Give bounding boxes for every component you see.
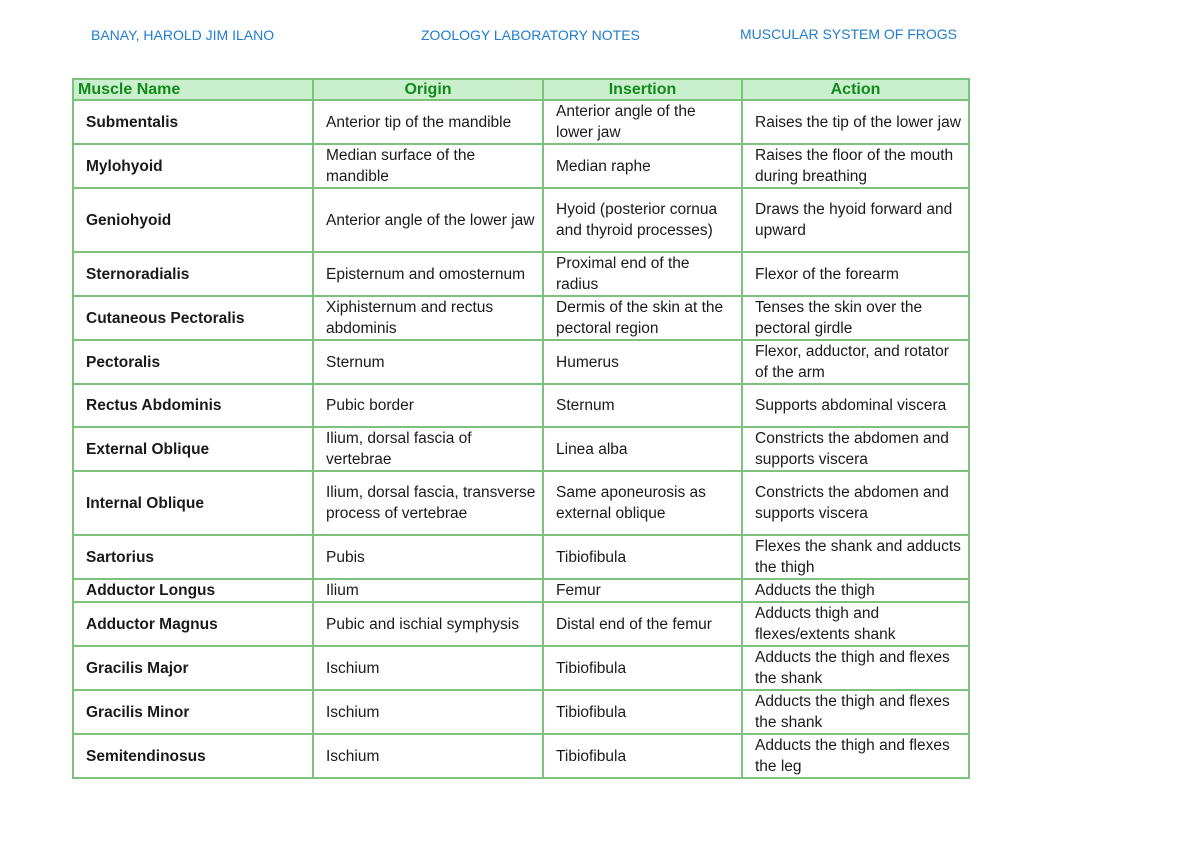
document-title: ZOOLOGY LABORATORY NOTES [421, 27, 640, 43]
origin-cell: Ilium [313, 579, 543, 602]
muscle-name-cell: Submentalis [73, 100, 313, 144]
origin-cell: Episternum and omosternum [313, 252, 543, 296]
insertion-cell: Tibiofibula [543, 690, 742, 734]
muscle-name-cell: Mylohyoid [73, 144, 313, 188]
origin-cell: Ilium, dorsal fascia of vertebrae [313, 427, 543, 471]
action-cell: Adducts the thigh and flexes the shank [742, 646, 969, 690]
insertion-cell: Proximal end of the radius [543, 252, 742, 296]
column-header-muscle-name: Muscle Name [73, 79, 313, 100]
insertion-cell: Distal end of the femur [543, 602, 742, 646]
muscle-name-cell: Geniohyoid [73, 188, 313, 252]
column-header-insertion: Insertion [543, 79, 742, 100]
table-row [73, 646, 969, 690]
muscle-name-cell: External Oblique [73, 427, 313, 471]
action-cell: Adducts thigh and flexes/extents shank [742, 602, 969, 646]
insertion-cell: Dermis of the skin at the pectoral region [543, 296, 742, 340]
header-row [73, 79, 969, 100]
muscle-name-cell: Rectus Abdominis [73, 384, 313, 427]
table-row [73, 252, 969, 296]
action-cell: Tenses the skin over the pectoral girdle [742, 296, 969, 340]
origin-cell: Ischium [313, 734, 543, 778]
action-cell: Draws the hyoid forward and upward [742, 188, 969, 252]
muscle-name-cell: Gracilis Major [73, 646, 313, 690]
muscle-name-cell: Pectoralis [73, 340, 313, 384]
action-cell: Flexor, adductor, and rotator of the arm [742, 340, 969, 384]
action-cell: Raises the tip of the lower jaw [742, 100, 969, 144]
muscle-name-cell: Internal Oblique [73, 471, 313, 535]
insertion-cell: Tibiofibula [543, 646, 742, 690]
insertion-cell: Humerus [543, 340, 742, 384]
muscle-name-cell: Semitendinosus [73, 734, 313, 778]
column-header-origin: Origin [313, 79, 543, 100]
insertion-cell: Anterior angle of the lower jaw [543, 100, 742, 144]
table-row [73, 535, 969, 579]
action-cell: Constricts the abdomen and supports viscera [742, 427, 969, 471]
origin-cell: Sternum [313, 340, 543, 384]
action-cell: Flexes the shank and adducts the thigh [742, 535, 969, 579]
column-header-action: Action [742, 79, 969, 100]
table-row [73, 100, 969, 144]
action-cell: Flexor of the forearm [742, 252, 969, 296]
origin-cell: Xiphisternum and rectus abdominis [313, 296, 543, 340]
muscle-name-cell: Adductor Magnus [73, 602, 313, 646]
origin-cell: Pubic and ischial symphysis [313, 602, 543, 646]
action-cell: Adducts the thigh [742, 579, 969, 602]
insertion-cell: Sternum [543, 384, 742, 427]
table-row [73, 144, 969, 188]
origin-cell: Anterior tip of the mandible [313, 100, 543, 144]
action-cell: Adducts the thigh and flexes the shank [742, 690, 969, 734]
table-row [73, 296, 969, 340]
table-row [73, 471, 969, 535]
document-topic: MUSCULAR SYSTEM OF FROGS [740, 26, 958, 42]
muscle-name-cell: Gracilis Minor [73, 690, 313, 734]
insertion-cell: Median raphe [543, 144, 742, 188]
table-row [73, 188, 969, 252]
origin-cell: Ilium, dorsal fascia, transverse process of vertebrae [313, 471, 543, 535]
table-row [73, 427, 969, 471]
insertion-cell: Tibiofibula [543, 734, 742, 778]
author-name: BANAY, HAROLD JIM ILANO [91, 27, 275, 43]
origin-cell: Ischium [313, 646, 543, 690]
origin-cell: Pubic border [313, 384, 543, 427]
table-row [73, 734, 969, 778]
muscle-name-cell: Sternoradialis [73, 252, 313, 296]
muscle-table [72, 78, 970, 779]
table-row [73, 384, 969, 427]
insertion-cell: Linea alba [543, 427, 742, 471]
table-row [73, 690, 969, 734]
table-body [73, 100, 969, 778]
insertion-cell: Tibiofibula [543, 535, 742, 579]
action-cell: Adducts the thigh and flexes the leg [742, 734, 969, 778]
insertion-cell: Hyoid (posterior cornua and thyroid processes) [543, 188, 742, 252]
action-cell: Constricts the abdomen and supports viscera [742, 471, 969, 535]
table-header [73, 79, 969, 100]
origin-cell: Median surface of the mandible [313, 144, 543, 188]
origin-cell: Anterior angle of the lower jaw [313, 188, 543, 252]
muscle-name-cell: Adductor Longus [73, 579, 313, 602]
table-row [73, 340, 969, 384]
action-cell: Supports abdominal viscera [742, 384, 969, 427]
insertion-cell: Femur [543, 579, 742, 602]
table-row [73, 579, 969, 602]
origin-cell: Pubis [313, 535, 543, 579]
muscle-name-cell: Cutaneous Pectoralis [73, 296, 313, 340]
insertion-cell: Same aponeurosis as external oblique [543, 471, 742, 535]
muscle-name-cell: Sartorius [73, 535, 313, 579]
action-cell: Raises the floor of the mouth during breathing [742, 144, 969, 188]
table-row [73, 602, 969, 646]
origin-cell: Ischium [313, 690, 543, 734]
